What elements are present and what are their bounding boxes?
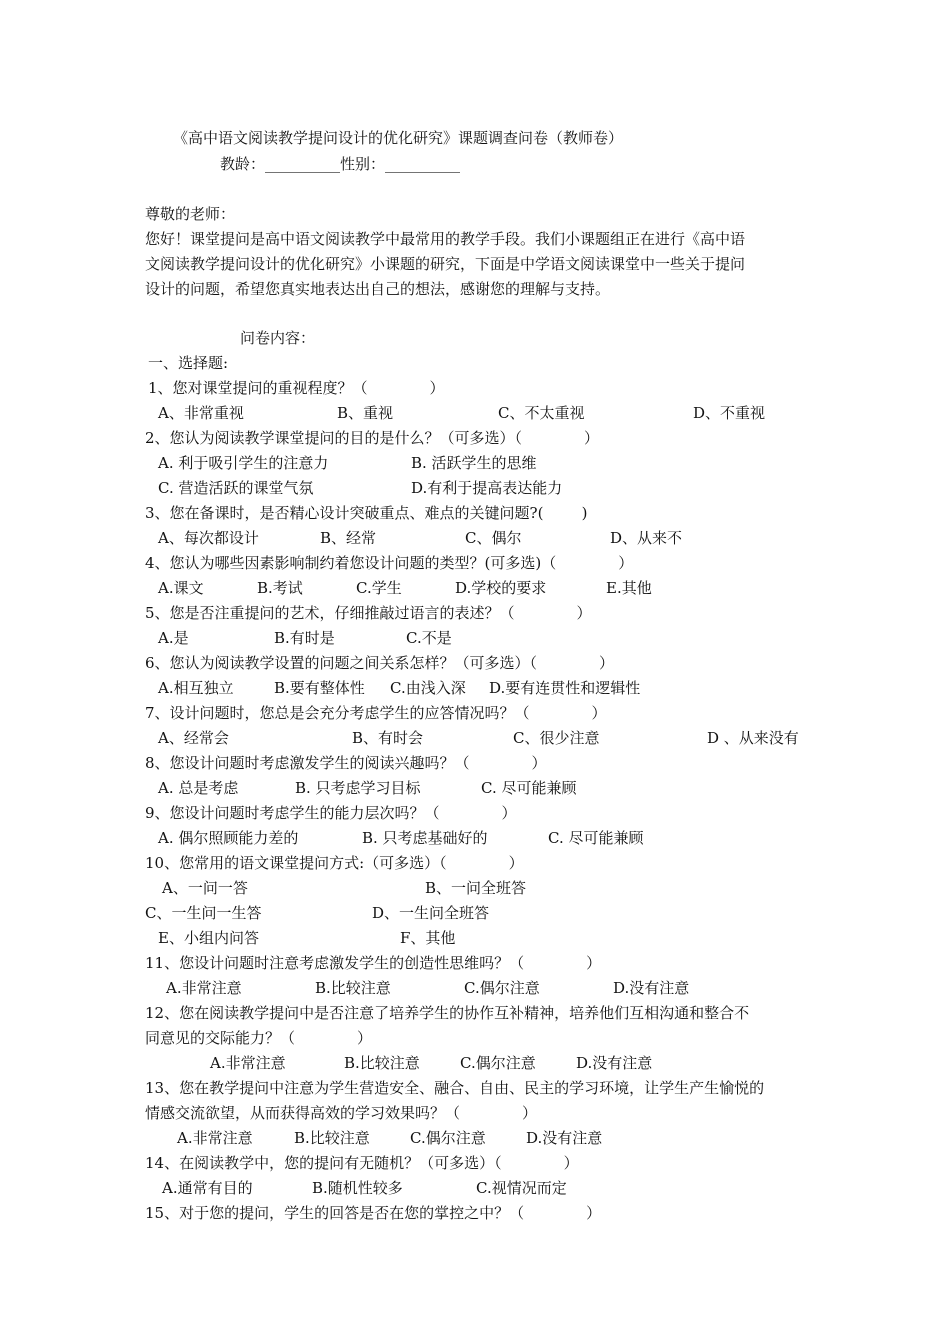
option-q13-b: B.比较注意 bbox=[294, 1129, 370, 1147]
option-q4-a: A.课文 bbox=[158, 579, 204, 597]
option-q3-d: D、从来不 bbox=[610, 529, 683, 547]
option-q8-a: A. 总是考虑 bbox=[158, 779, 239, 797]
question-14: 14、在阅读教学中，您的提问有无随机？（可多选）（ ） bbox=[145, 1154, 579, 1172]
option-q14-b: B.随机性较多 bbox=[312, 1179, 403, 1197]
option-q1-d: D、不重视 bbox=[693, 404, 766, 422]
option-q11-b: B.比较注意 bbox=[315, 979, 391, 997]
option-q10-e: E、小组内问答 bbox=[158, 929, 259, 947]
option-q10-a: A、一问一答 bbox=[162, 879, 248, 897]
option-q8-b: B. 只考虑学习目标 bbox=[295, 779, 421, 797]
option-q8-c: C. 尽可能兼顾 bbox=[481, 779, 577, 797]
option-q7-b: B、有时会 bbox=[352, 729, 424, 747]
option-q12-c: C.偶尔注意 bbox=[460, 1054, 536, 1072]
option-q9-b: B. 只考虑基础好的 bbox=[362, 829, 488, 847]
question-8: 8、您设计问题时考虑激发学生的阅读兴趣吗？（ ） bbox=[145, 754, 547, 772]
question-5: 5、您是否注重提问的艺术，仔细推敲过语言的表述？（ ） bbox=[145, 604, 592, 622]
option-q1-b: B、重视 bbox=[337, 404, 394, 422]
question-12: 12、您在阅读教学提问中是否注意了培养学生的协作互补精神，培养他们互相沟通和整合不 bbox=[145, 1004, 750, 1022]
option-q10-c: C、一生问一生答 bbox=[145, 904, 262, 922]
option-q1-a: A、非常重视 bbox=[158, 404, 244, 422]
option-q7-c: C、很少注意 bbox=[513, 729, 600, 747]
option-q5-a: A.是 bbox=[158, 629, 189, 647]
option-q11-a: A.非常注意 bbox=[166, 979, 242, 997]
option-q3-b: B、经常 bbox=[320, 529, 377, 547]
option-q6-d: D.要有连贯性和逻辑性 bbox=[489, 679, 641, 697]
question-4: 4、您认为哪些因素影响制约着您设计问题的类型？(可多选)（ ） bbox=[145, 554, 634, 572]
option-q3-c: C、偶尔 bbox=[465, 529, 522, 547]
option-q3-a: A、每次都设计 bbox=[158, 529, 259, 547]
content-heading: 问卷内容： bbox=[240, 329, 316, 347]
option-q1-c: C、不太重视 bbox=[498, 404, 585, 422]
question-12-continued: 同意见的交际能力？（ ） bbox=[145, 1029, 372, 1047]
question-15: 15、对于您的提问，学生的回答是否在您的掌控之中？（ ） bbox=[145, 1204, 602, 1222]
section-heading: 一、选择题: bbox=[148, 354, 229, 372]
option-q4-b: B.考试 bbox=[257, 579, 303, 597]
option-q13-a: A.非常注意 bbox=[177, 1129, 253, 1147]
question-2: 2、您认为阅读教学课堂提问的目的是什么？（可多选）（ ） bbox=[145, 429, 600, 447]
option-q14-a: A.通常有目的 bbox=[162, 1179, 253, 1197]
option-q10-d: D、一生问全班答 bbox=[372, 904, 490, 922]
question-9: 9、您设计问题时考虑学生的能力层次吗？（ ） bbox=[145, 804, 517, 822]
greeting: 尊敬的老师： bbox=[145, 205, 236, 223]
question-1: 1、您对课堂提问的重视程度？（ ） bbox=[148, 379, 445, 397]
question-7: 7、设计问题时，您总是会充分考虑学生的应答情况吗？（ ） bbox=[145, 704, 607, 722]
option-q13-c: C.偶尔注意 bbox=[410, 1129, 486, 1147]
document-title: 《高中语文阅读教学提问设计的优化研究》课题调查问卷（教师卷） bbox=[173, 129, 624, 147]
option-q9-c: C. 尽可能兼顾 bbox=[548, 829, 644, 847]
option-q6-a: A.相互独立 bbox=[158, 679, 234, 697]
option-q2-b: B. 活跃学生的思维 bbox=[411, 454, 537, 472]
option-q13-d: D.没有注意 bbox=[526, 1129, 603, 1147]
option-q12-b: B.比较注意 bbox=[344, 1054, 420, 1072]
option-q2-a: A. 利于吸引学生的注意力 bbox=[158, 454, 329, 472]
intro-line: 设计的问题，希望您真实地表达出自己的想法，感谢您的理解与支持。 bbox=[145, 280, 611, 298]
question-11: 11、您设计问题时注意考虑激发学生的创造性思维吗？（ ） bbox=[145, 954, 602, 972]
option-q4-d: D.学校的要求 bbox=[455, 579, 547, 597]
intro-line: 您好！课堂提问是高中语文阅读教学中最常用的教学手段。我们小课题组正在进行《高中语 bbox=[145, 230, 746, 248]
intro-line: 文阅读教学提问设计的优化研究》小课题的研究，下面是中学语文阅读课堂中一些关于提问 bbox=[145, 255, 746, 273]
option-q7-d: D 、从来没有 bbox=[707, 729, 799, 747]
option-q6-c: C.由浅入深 bbox=[390, 679, 466, 697]
option-q9-a: A. 偶尔照顾能力差的 bbox=[158, 829, 299, 847]
option-q11-c: C.偶尔注意 bbox=[464, 979, 540, 997]
option-q2-c: C. 营造活跃的课堂气氛 bbox=[158, 479, 314, 497]
option-q11-d: D.没有注意 bbox=[613, 979, 690, 997]
teacher-info-fields: 教龄：__________性别：__________ bbox=[220, 155, 461, 173]
option-q10-b: B、一问全班答 bbox=[425, 879, 527, 897]
option-q6-b: B.要有整体性 bbox=[274, 679, 365, 697]
question-13-continued: 情感交流欲望，从而获得高效的学习效果吗？（ ） bbox=[145, 1104, 537, 1122]
option-q10-f: F、其他 bbox=[400, 929, 456, 947]
option-q12-a: A.非常注意 bbox=[210, 1054, 286, 1072]
question-10: 10、您常用的语文课堂提问方式:（可多选）（ ） bbox=[145, 854, 524, 872]
question-13: 13、您在教学提问中注意为学生营造安全、融合、自由、民主的学习环境，让学生产生愉悦的 bbox=[145, 1079, 765, 1097]
option-q5-c: C.不是 bbox=[406, 629, 452, 647]
option-q14-c: C.视情况而定 bbox=[476, 1179, 567, 1197]
option-q2-d: D.有利于提高表达能力 bbox=[411, 479, 563, 497]
question-6: 6、您认为阅读教学设置的问题之间关系怎样？（可多选）（ ） bbox=[145, 654, 615, 672]
option-q7-a: A、经常会 bbox=[158, 729, 229, 747]
option-q12-d: D.没有注意 bbox=[576, 1054, 653, 1072]
option-q4-e: E.其他 bbox=[606, 579, 652, 597]
question-3: 3、您在备课时，是否精心设计突破重点、难点的关键问题?( ) bbox=[145, 504, 588, 522]
option-q4-c: C.学生 bbox=[356, 579, 402, 597]
option-q5-b: B.有时是 bbox=[274, 629, 335, 647]
